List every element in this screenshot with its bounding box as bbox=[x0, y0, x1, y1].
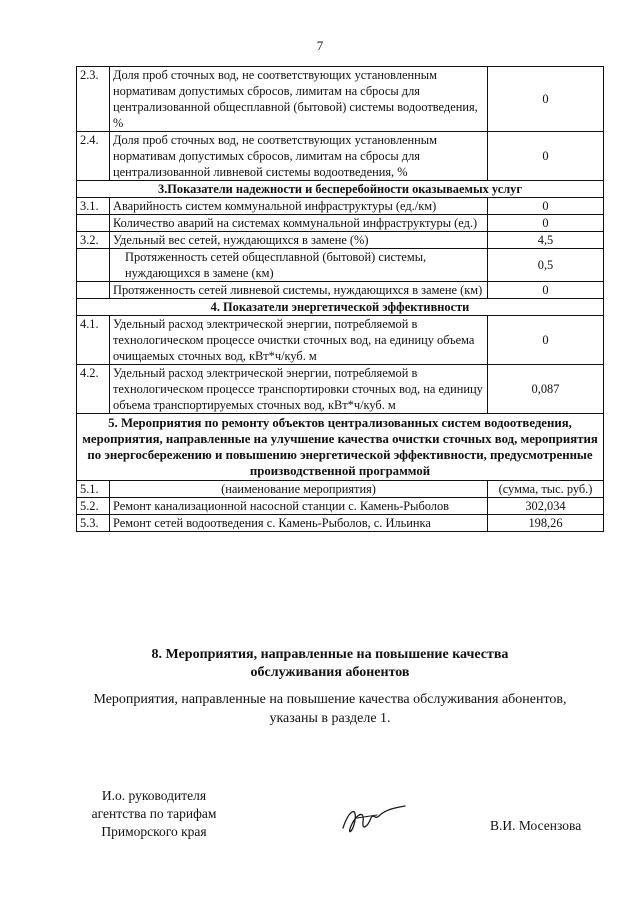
table-row bbox=[77, 249, 604, 282]
row-text: Удельный вес сетей, нуждающихся в замене (%) bbox=[110, 232, 488, 249]
row-value: 0,087 bbox=[488, 365, 604, 414]
table-row bbox=[77, 198, 604, 215]
row-text: Удельный расход электрической энергии, потребляемой в технологическом процессе очистки сточных вод, на единицу объема очищаемых сточных вод, кВт*ч/куб. м bbox=[110, 316, 488, 365]
row-number bbox=[77, 282, 110, 299]
table-row bbox=[77, 232, 604, 249]
table-row bbox=[77, 67, 604, 132]
row-text: (наименование мероприятия) bbox=[110, 481, 488, 498]
row-value: 0 bbox=[488, 67, 604, 132]
table-row bbox=[77, 515, 604, 532]
row-number: 5.2. bbox=[77, 498, 110, 515]
row-value: 0 bbox=[488, 198, 604, 215]
row-text: Ремонт канализационной насосной станции с. Камень-Рыболов bbox=[110, 498, 488, 515]
signer-position bbox=[64, 787, 244, 841]
row-number: 4.1. bbox=[77, 316, 110, 365]
table-row bbox=[77, 132, 604, 181]
row-number: 3.2. bbox=[77, 232, 110, 249]
signer-position-line: Приморского края bbox=[101, 824, 207, 839]
section3-title: 3.Показатели надежности и бесперебойности оказываемых услуг bbox=[77, 181, 604, 198]
table-row bbox=[77, 316, 604, 365]
row-number: 2.4. bbox=[77, 132, 110, 181]
signer-name: В.И. Мосензова bbox=[490, 818, 582, 833]
row-value: 198,26 bbox=[488, 515, 604, 532]
row-number bbox=[77, 249, 110, 282]
row-value: 302,034 bbox=[488, 498, 604, 515]
row-text: Аварийность систем коммунальной инфраструктуры (ед./км) bbox=[110, 198, 488, 215]
row-text: Протяженность сетей ливневой системы, нуждающихся в замене (км) bbox=[110, 282, 488, 299]
row-number: 2.3. bbox=[77, 67, 110, 132]
section-header-row bbox=[77, 181, 604, 198]
section8-text-line: Мероприятия, направленные на повышение качества обслуживания абонентов, bbox=[93, 692, 567, 707]
row-number: 5.1. bbox=[77, 481, 110, 498]
row-text: Доля проб сточных вод, не соответствующих установленным нормативам допустимых сбросов, лимитам на сбросы для централизованной общесплавной (бытовой) системы водоотведения, % bbox=[110, 67, 488, 132]
section8-heading-line: 8. Мероприятия, направленные на повышение качества bbox=[151, 647, 509, 662]
row-number: 4.2. bbox=[77, 365, 110, 414]
row-number bbox=[77, 215, 110, 232]
table-row bbox=[77, 481, 604, 498]
table-row bbox=[77, 498, 604, 515]
section4-title: 4. Показатели энергетической эффективности bbox=[77, 299, 604, 316]
section8-heading-line: обслуживания абонентов bbox=[250, 665, 410, 680]
page-number: 7 bbox=[316, 38, 324, 53]
table-row bbox=[77, 215, 604, 232]
section-header-row bbox=[77, 414, 604, 481]
row-text-indented: Протяженность сетей общесплавной (бытовой) системы, нуждающихся в замене (км) bbox=[125, 250, 427, 280]
handwritten-signature bbox=[335, 800, 415, 840]
row-number: 3.1. bbox=[77, 198, 110, 215]
row-text bbox=[110, 249, 488, 282]
row-value: 0,5 bbox=[488, 249, 604, 282]
table-row bbox=[77, 282, 604, 299]
section8-heading bbox=[60, 646, 600, 682]
signer-position-line: И.о. руководителя bbox=[101, 788, 207, 803]
indicators-table bbox=[76, 66, 604, 532]
row-number: 5.3. bbox=[77, 515, 110, 532]
section8-text bbox=[60, 690, 600, 728]
row-value: 4,5 bbox=[488, 232, 604, 249]
table-row bbox=[77, 365, 604, 414]
signer-position-line: агентства по тарифам bbox=[91, 806, 217, 821]
row-text: Удельный расход электрической энергии, потребляемой в технологическом процессе транспортировки сточных вод, на единицу объема транспортируемых сточных вод, кВт*ч/куб. м bbox=[110, 365, 488, 414]
row-text: Ремонт сетей водоотведения с. Камень-Рыболов, с. Ильинка bbox=[110, 515, 488, 532]
row-text: Количество аварий на системах коммунальной инфраструктуры (ед.) bbox=[110, 215, 488, 232]
row-value: 0 bbox=[488, 132, 604, 181]
row-value: 0 bbox=[488, 316, 604, 365]
section-header-row bbox=[77, 299, 604, 316]
row-text: Доля проб сточных вод, не соответствующих установленным нормативам допустимых сбросов, лимитам на сбросы для централизованной ливневой системы водоотведения, % bbox=[110, 132, 488, 181]
section8-text-line: указаны в разделе 1. bbox=[269, 711, 391, 726]
row-value: 0 bbox=[488, 215, 604, 232]
row-value: 0 bbox=[488, 282, 604, 299]
row-value: (сумма, тыс. руб.) bbox=[488, 481, 604, 498]
section5-title: 5. Мероприятия по ремонту объектов централизованных систем водоотведения, мероприятия, направленные на улучшение качества очистки сточных вод, мероприятия по энергосбережению и повышению энергетической эффективности, предусмотренные производственной программой bbox=[77, 414, 604, 481]
